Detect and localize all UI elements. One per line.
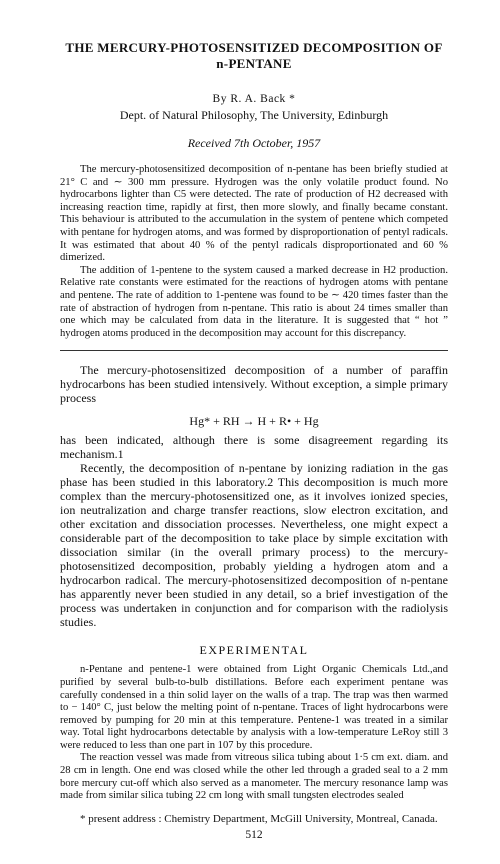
intro-paragraph: Recently, the decomposition of n-pentane by ionizing radiation in the gas phase has been studied in this laboratory.2 This decomposition is much more complex than the mercury-photosensitized one, as it involves ionized species, ion neutralization and charge transfer reactions, slow electron excitation, and other excitation and dissociation processes. Nevertheless, one might expect a considerable part of the decomposition to take place by simple excitation with dissociation similar (in the overall primary process) to the mercury-photosensitized decomposition, probably yielding a hydrogen atom and a hydrocarbon radical. The mercury-photosensitized decomposition of n-pentane has apparently never been studied in any detail, so a brief investigation of the process was undertaken in conjunction and for comparison with the radiolysis studies.	[60, 461, 448, 630]
author-line: By R. A. Back *	[212, 93, 296, 105]
abstract-paragraph: The addition of 1-pentene to the system caused a marked decrease in H2 production. Relative rate constants were estimated for the reactions of hydrogen atoms with pentane and pentene. The rate of addition to 1-pentene was found to be ∼ 420 times faster than the rate of abstraction of hydrogen from n-pentane. This ratio is about 24 times smaller than one which may be calculated from data in the literature. It is suggested that “ hot ” hydrogen atoms produced in the decomposition may account for this discrepancy.	[60, 264, 448, 339]
footnote: * present address : Chemistry Department, McGill University, Montreal, Canada.	[80, 812, 438, 825]
paper-title: THE MERCURY-PHOTOSENSITIZED DECOMPOSITION OF n-PENTANE	[65, 40, 443, 71]
primary-process-equation: Hg* + RH → H + R• + Hg	[189, 414, 319, 429]
intro-paragraph-continued: has been indicated, although there is some disagreement regarding its mechanism.1	[60, 433, 448, 462]
abstract-paragraph: The mercury-photosensitized decomposition of n-pentane has been briefly studied at 21° C and ∼ 300 mm pressure. Hydrogen was the only volatile product found. No hydrocarbons lighter than C5 were detected. The rate of production of H2 decreased with increasing reaction time, rapidly at first, then more slowly, and finally became constant. This behaviour is attributed to the accumulation in the system of pentene which competed with pentane for hydrogen atoms, and was formed by disproportionation of pentyl radicals. It was estimated that about 40 % of the pentyl radicals disproportionated and 60 % dimerized.	[60, 164, 448, 264]
section-divider	[60, 350, 448, 351]
section-heading-experimental: EXPERIMENTAL	[199, 643, 309, 658]
experimental-paragraph: The reaction vessel was made from vitreous silica tubing about 1·5 cm ext. diam. and 28 cm in length. One end was closed while the other led through a graded seal to a 2 mm bore mercury cut-off which also served as a manometer. The mercury resonance lamp was made from similar silica tubing 22 cm long with small tungsten electrodes sealed	[60, 752, 448, 802]
received-date: Received 7th October, 1957	[187, 136, 321, 150]
introduction	[60, 363, 448, 629]
affiliation: Dept. of Natural Philosophy, The University, Edinburgh	[119, 108, 389, 122]
page-number: 512	[245, 828, 263, 841]
experimental-paragraph: n-Pentane and pentene-1 were obtained from Light Organic Chemicals Ltd.,and purified by several bulb-to-bulb distillations. Before each experiment pentane was carefully condensed in a thin solid layer on the walls of a trap. The trap was then warmed to − 140° C, just below the melting point of n-pentane. Traces of light hydrocarbons were removed by pumping for 20 min at this temperature. Pentene-1 was treated in a similar way. Total light hydrocarbons detectable by analysis with a low-temperature LeRoy still 3 were reduced to less than one part in 107 by this procedure.	[60, 664, 448, 751]
intro-paragraph: The mercury-photosensitized decomposition of a number of paraffin hydrocarbons has been studied intensively. Without exception, a simple primary process	[60, 363, 448, 406]
experimental-section	[60, 664, 448, 803]
abstract	[60, 164, 448, 340]
